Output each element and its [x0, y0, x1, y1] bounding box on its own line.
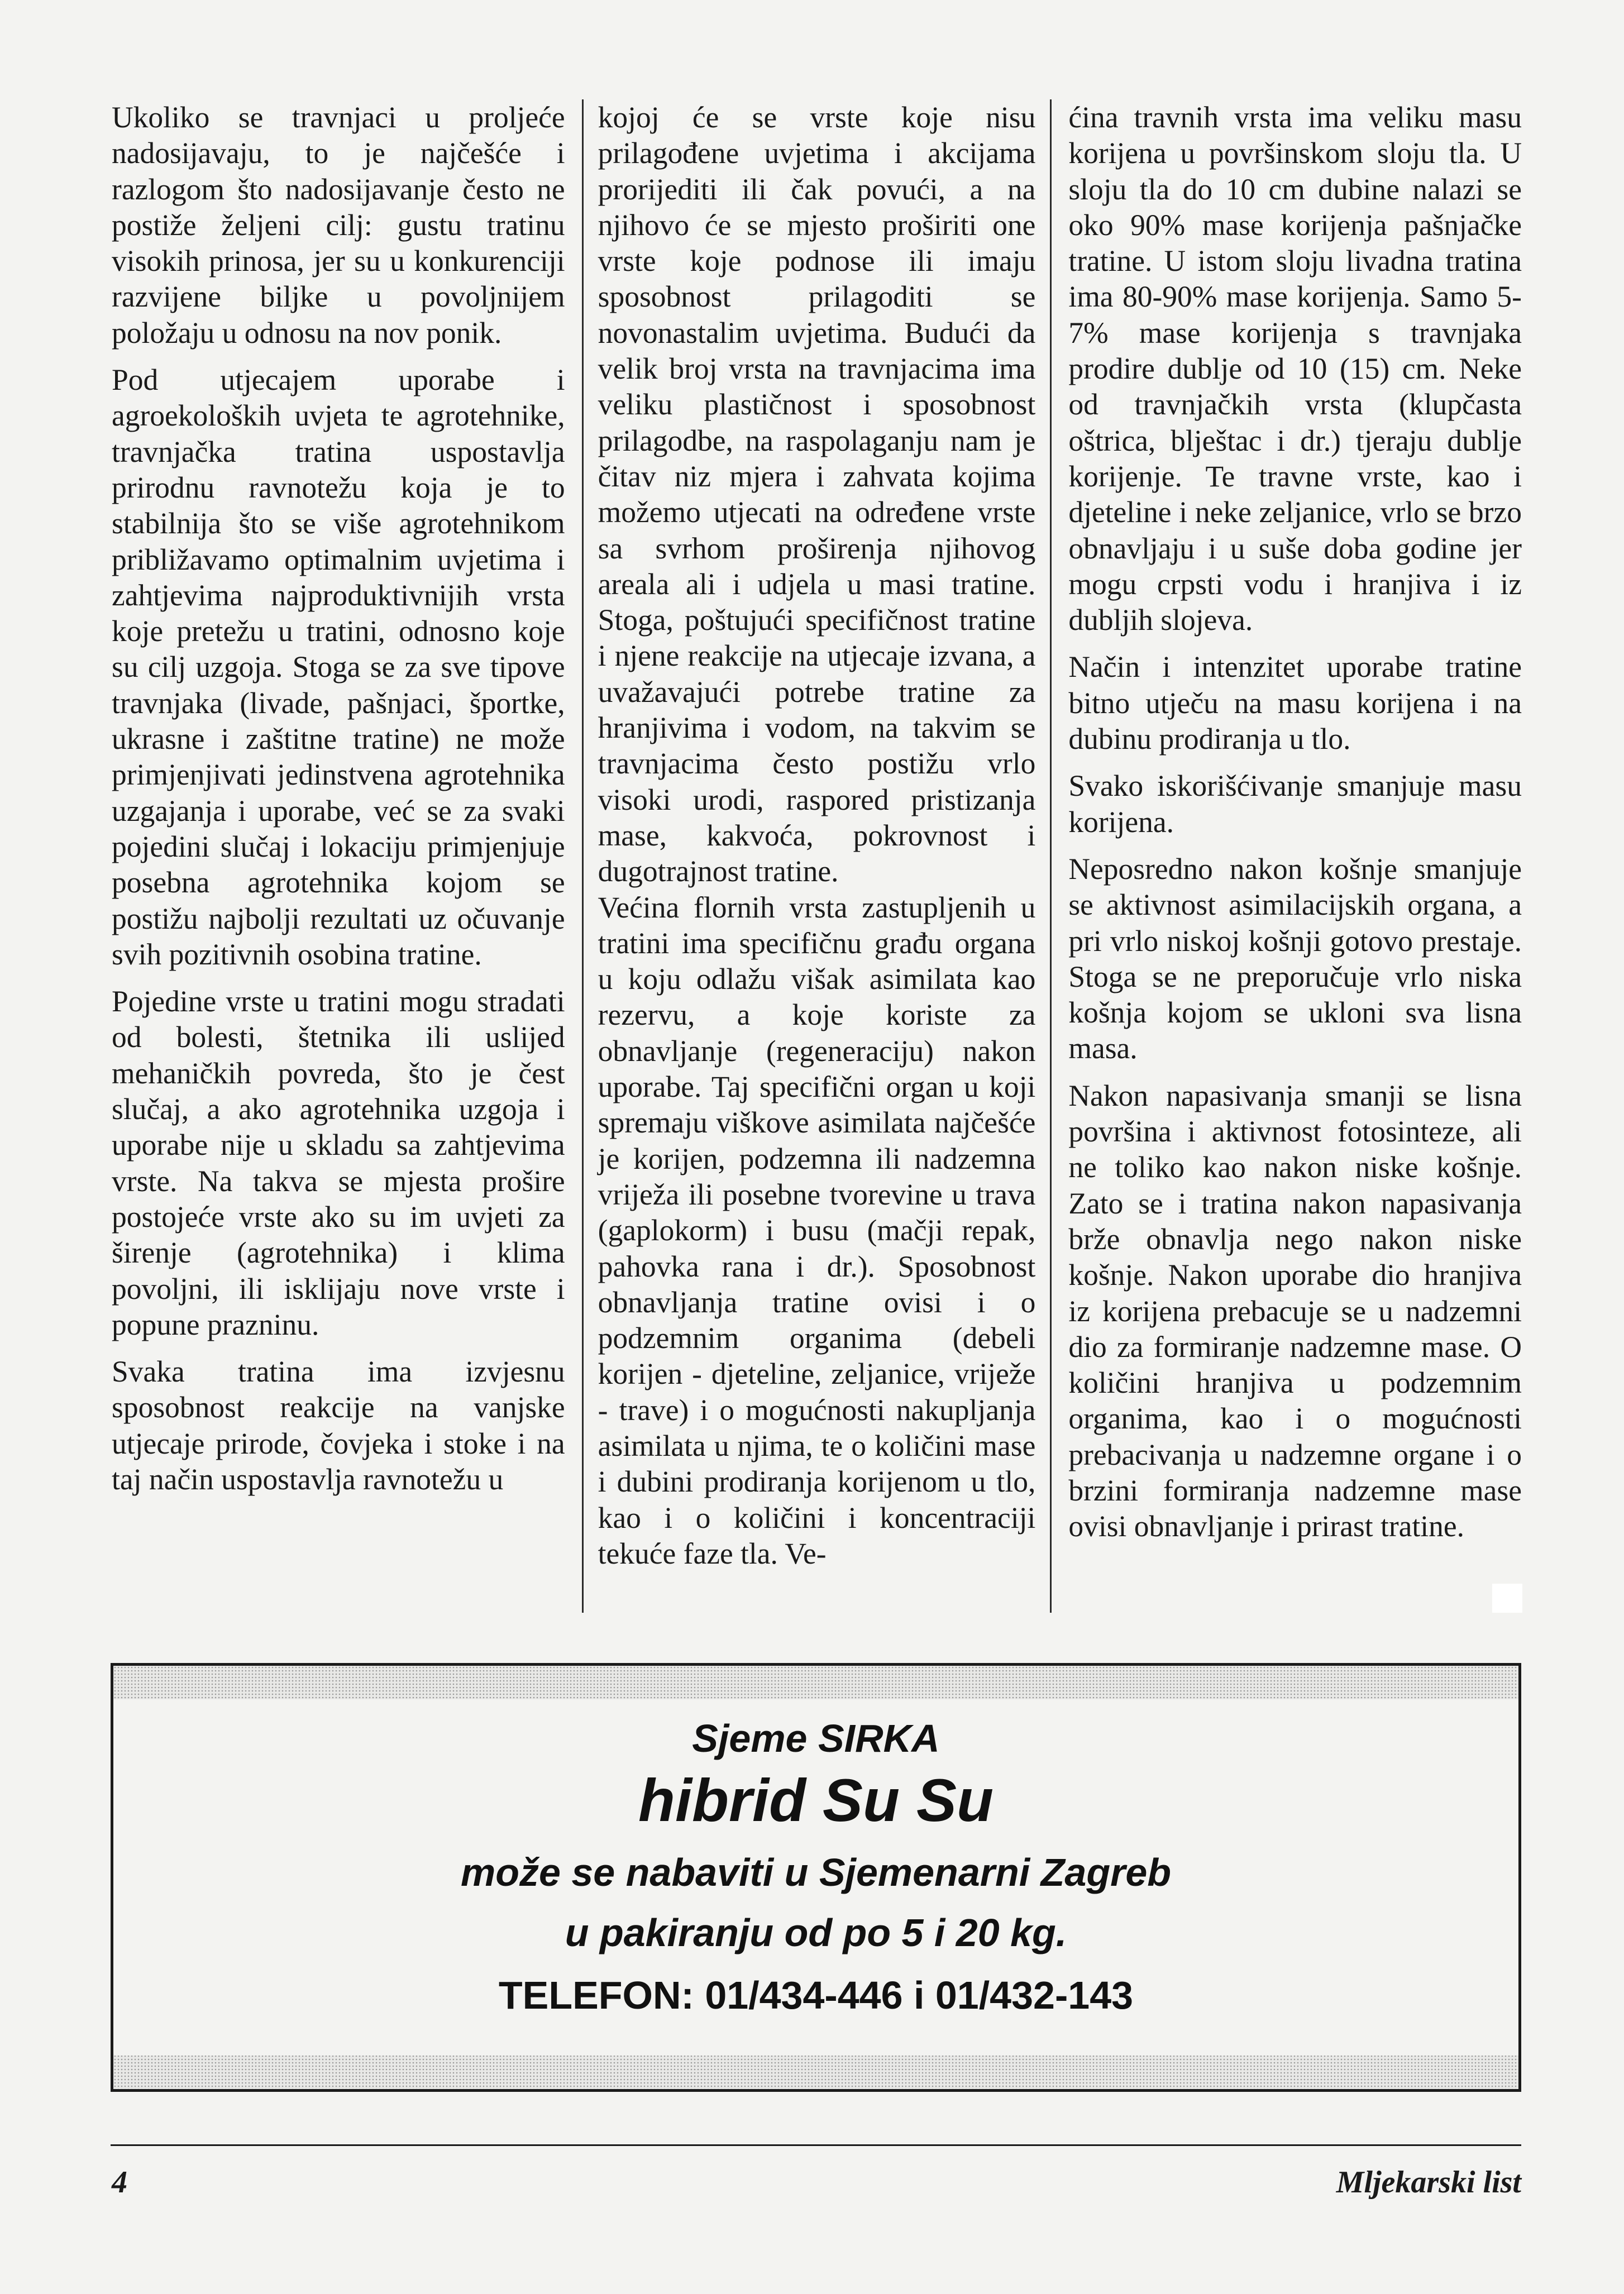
advertisement-box	[111, 1663, 1521, 2092]
journal-name: Mljekarski list	[1336, 2165, 1521, 2200]
paragraph: Pod utjecajem uporabe i agroekoloških uvjeta te agrotehnike, travnjačka tratina uspostavlja prirodnu ravnotežu koja je to stabilnija što se više agrotehnikom približavamo optimalnim uvjetima i zahtjevima najproduktivnijih vrsta koje pretežu u tratini, odnosno koje su cilj uzgoja. Stoga se za sve tipove travnjaka (livade, pašnjaci, športke, ukrasne i zaštitne tratine) ne može primjenjivati jedinstvena agrotehnika uzgajanja i uporabe, već se za svaki pojedini slučaj i lokaciju primjenjuje posebna agrotehnika kojom se postižu najbolji rezultati uz očuvanje svih pozitivnih osobina tratine.	[112, 363, 565, 971]
page-number: 4	[112, 2165, 127, 2200]
paragraph: Ukoliko se travnjaci u proljeće nadosijavaju, to je najčešće i razlogom što nadosijavanje često ne postiže željeni cilj: gustu tratinu visokih prinosa, jer su u konkurenciji razvijene biljke u povoljnijem položaju u odnosu na nov ponik.	[112, 101, 565, 350]
ad-product-name: hibrid Su Su	[638, 1766, 993, 1834]
article-column-2	[582, 99, 1052, 1613]
paragraph: Većina flornih vrsta zastupljenih u tratini ima specifičnu građu organa u koju odlažu višak asimilata kao rezervu, a koje koriste za obnavljanje (regeneraciju) nakon uporabe. Taj specifični organ u koji spremaju viškove asimilata najčešće je korijen, podzemna ili nadzemna vriježa ili posebne tvorevine u trava (gaplokorm) i busu (mačji repak, pahovka rana i dr.). Sposobnost obnavljanja tratine ovisi i o podzemnim organima (debeli korijen - djeteline, zeljanice, vriježe - trave) i o mogućnosti nakupljanja asimilata u njima, te o količini mase i dubini prodiranja korijenom u tlo, kao i o količini i koncentraciji tekuće faze tla. Ve-	[598, 890, 1036, 1570]
ad-packaging: u pakiranju od po 5 i 20 kg.	[565, 1911, 1067, 1954]
footer-rule	[111, 2144, 1521, 2146]
paragraph: Pojedine vrste u tratini mogu stradati od bolesti, štetnika ili uslijed mehaničkih povreda, što je čest slučaj, a ako agrotehnika uzgoja i uporabe nije u skladu sa zahtjevima vrste. Na takva se mjesta prošire postojeće vrste ako su im uvjeti za širenje (agrotehnika) i klima povoljni, ili isklijaju nove vrste i popune prazninu.	[112, 984, 565, 1341]
paragraph: Način i intenzitet uporabe tratine bitno utječu na masu korijena i na dubinu prodiranja u tlo.	[1068, 650, 1522, 756]
advertisement-content	[113, 1699, 1518, 2056]
ad-headline: Sjeme SIRKA	[692, 1717, 940, 1760]
article-column-1	[112, 99, 582, 1613]
paragraph: ćina travnih vrsta ima veliku masu korijena u površinskom sloju tla. U sloju tla do 10 cm dubine nalazi se oko 90% mase korijenja pašnjačke tratine. U istom sloju livadna tratina ima 80-90% mase korijenja. Samo 5-7% mase korijenja s travnjaka prodire dublje od 10 (15) cm. Neke od travnjačkih vrsta (klupčasta oštrica, blještac i dr.) tjeraju dublje korijenje. Te travne vrste, kao i djeteline i neke zeljanice, vrlo se brzo obnavljaju i u suše doba godine jer mogu crpsti vodu i hranjiva i iz dubljih slojeva.	[1068, 101, 1522, 637]
paragraph: Svako iskorišćivanje smanjuje masu korijena.	[1068, 769, 1522, 839]
article-columns	[112, 99, 1522, 1613]
ad-availability: može se nabaviti u Sjemenarni Zagreb	[460, 1851, 1172, 1894]
ad-phone: TELEFON: 01/434-446 i 01/432-143	[498, 1973, 1134, 2017]
article-end-mark	[1492, 1584, 1522, 1613]
paragraph: Neposredno nakon košnje smanjuje se aktivnost asimilacijskih organa, a pri vrlo niskoj košnji gotovo prestaje. Stoga se ne preporučuje vrlo niska košnja kojom se ukloni sva lisna masa.	[1068, 852, 1522, 1065]
paragraph: Svaka tratina ima izvjesnu sposobnost reakcije na vanjske utjecaje prirode, čovjeka i stoke i na taj način uspostavlja ravnotežu u	[112, 1355, 565, 1496]
paragraph: Nakon napasivanja smanji se lisna površina i aktivnost fotosinteze, ali ne toliko kao nakon niske košnje. Zato se i tratina nakon napasivanja brže obnavlja nego nakon niske košnje. Nakon uporabe dio hranjiva iz korijena prebacuje se u nadzemni dio za formiranje nadzemne mase. O količini hranjiva u podzemnim organima, kao i o mogućnosti prebacivanja u nadzemne organe i o brzini formiranja nadzemne mase ovisi obnavljanje i prirast tratine.	[1068, 1078, 1522, 1543]
paragraph: kojoj će se vrste koje nisu prilagođene uvjetima i akcijama prorijediti ili čak povući, a na njihovo će se mjesto proširiti one vrste koje podnose ili imaju sposobnost prilagoditi se novonastalim uvjetima. Budući da velik broj vrsta na travnjacima ima veliku plastičnost i sposobnost prilagodbe, na raspolaganju nam je čitav niz mjera i zahvata kojima možemo utjecati na određene vrste sa svrhom proširenja njihovog areala ali i udjela u masi tratine. Stoga, poštujući specifičnost tratine i njene reakcije na utjecaje izvana, a uvažavajući potrebe tratine za hranjivima i vodom, na takvim se travnjacima često postižu vrlo visoki urodi, raspored pristizanja mase, kakvoća, pokrovnost i dugotrajnost tratine.	[598, 101, 1036, 888]
article-column-3	[1052, 99, 1522, 1613]
